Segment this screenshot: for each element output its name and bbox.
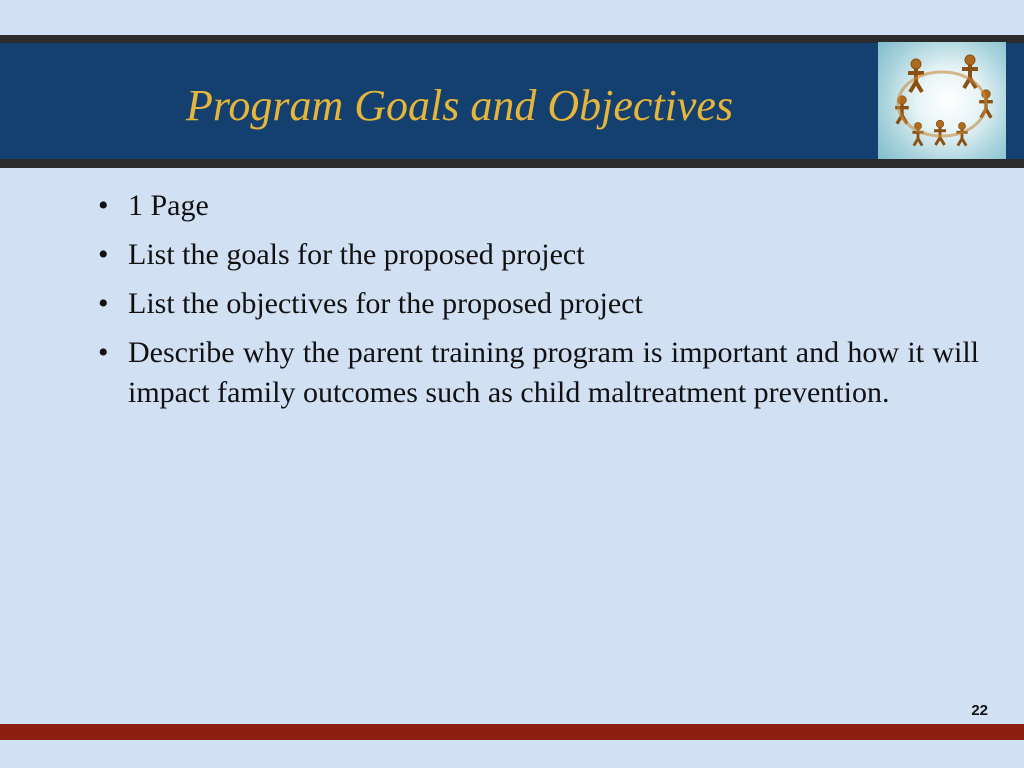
list-item: • List the objectives for the proposed project (98, 284, 979, 324)
people-circle-icon (878, 42, 1006, 159)
slide-title: Program Goals and Objectives (186, 81, 734, 130)
bullet-list (98, 186, 979, 422)
page-number: 22 (971, 702, 988, 719)
footer-bar (0, 724, 1024, 740)
list-item: • List the goals for the proposed project (98, 235, 979, 275)
list-item: • 1 Page (98, 186, 979, 226)
list-item: • Describe why the parent training program is important and how it will impact family outcomes such as child maltreatment prevention. (98, 333, 979, 413)
header-bottom-border (0, 159, 1024, 168)
header-top-border (0, 35, 1024, 43)
